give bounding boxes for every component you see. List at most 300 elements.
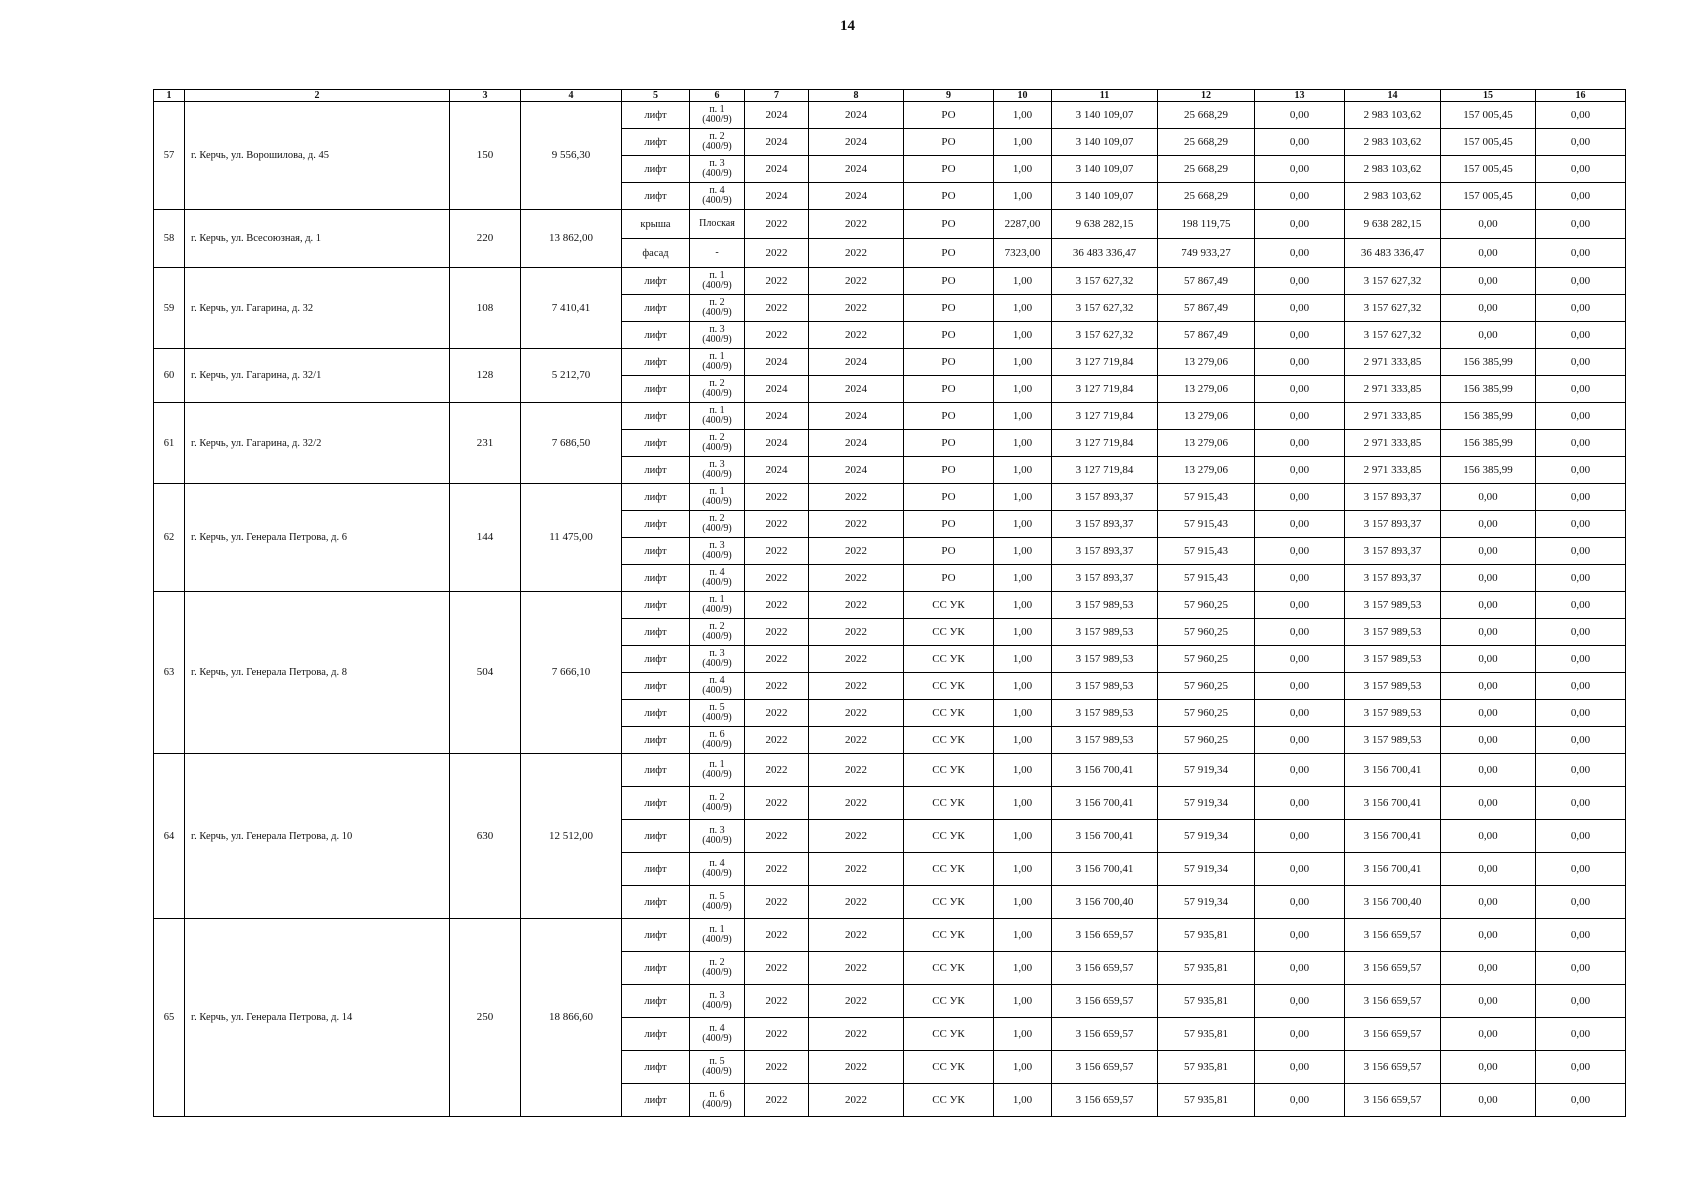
owner-funds: 157 005,45 (1441, 129, 1536, 156)
year-start: 2022 (745, 511, 809, 538)
lift-spec: (400/9) (702, 631, 732, 642)
lift-spec: (400/9) (702, 577, 732, 588)
entrance (690, 673, 745, 700)
work-type: лифт (622, 322, 690, 349)
year-end: 2022 (809, 952, 904, 985)
total-cost: 3 156 700,41 (1052, 853, 1158, 886)
work-type: лифт (622, 430, 690, 457)
entrance-number: п. 1 (709, 924, 725, 935)
quantity: 1,00 (994, 700, 1052, 727)
owner-funds: 0,00 (1441, 754, 1536, 787)
federal-funds: 0,00 (1255, 295, 1345, 322)
owner-funds: 0,00 (1441, 673, 1536, 700)
apartments-count: 504 (450, 592, 521, 754)
method: РО (904, 457, 994, 484)
owner-funds: 0,00 (1441, 1018, 1536, 1051)
cost-per-unit: 25 668,29 (1158, 183, 1255, 210)
other-funds: 0,00 (1536, 700, 1626, 727)
federal-funds: 0,00 (1255, 952, 1345, 985)
method: СС УК (904, 646, 994, 673)
other-funds: 0,00 (1536, 1084, 1626, 1117)
federal-funds: 0,00 (1255, 673, 1345, 700)
lift-spec: (400/9) (702, 141, 732, 152)
cost-per-unit: 57 935,81 (1158, 1051, 1255, 1084)
other-funds: 0,00 (1536, 484, 1626, 511)
federal-funds: 0,00 (1255, 484, 1345, 511)
owner-funds: 0,00 (1441, 592, 1536, 619)
method: СС УК (904, 952, 994, 985)
other-funds: 0,00 (1536, 210, 1626, 239)
table-row (154, 102, 1626, 129)
total-cost: 3 127 719,84 (1052, 349, 1158, 376)
apartments-count: 108 (450, 268, 521, 349)
building-area: 7 410,41 (521, 268, 622, 349)
work-type: лифт (622, 700, 690, 727)
cost-per-unit: 57 915,43 (1158, 511, 1255, 538)
year-end: 2022 (809, 619, 904, 646)
cost-per-unit: 57 960,25 (1158, 700, 1255, 727)
entrance (690, 295, 745, 322)
lift-spec: (400/9) (702, 712, 732, 723)
owner-funds: 0,00 (1441, 268, 1536, 295)
work-type: лифт (622, 376, 690, 403)
other-funds: 0,00 (1536, 538, 1626, 565)
year-start: 2024 (745, 156, 809, 183)
total-cost: 3 156 700,41 (1052, 754, 1158, 787)
table-row (154, 484, 1626, 511)
federal-funds: 0,00 (1255, 403, 1345, 430)
lift-spec: (400/9) (702, 415, 732, 426)
work-type: лифт (622, 820, 690, 853)
work-type: лифт (622, 1051, 690, 1084)
cost-per-unit: 57 919,34 (1158, 853, 1255, 886)
cost-per-unit: 13 279,06 (1158, 376, 1255, 403)
method: СС УК (904, 985, 994, 1018)
other-funds: 0,00 (1536, 295, 1626, 322)
building-number: 63 (154, 592, 185, 754)
year-start: 2024 (745, 349, 809, 376)
quantity: 1,00 (994, 1084, 1052, 1117)
lift-spec: (400/9) (702, 496, 732, 507)
method: РО (904, 565, 994, 592)
year-end: 2024 (809, 376, 904, 403)
column-number: 4 (521, 90, 622, 102)
entrance (690, 853, 745, 886)
method: СС УК (904, 619, 994, 646)
method: РО (904, 403, 994, 430)
total-cost: 9 638 282,15 (1052, 210, 1158, 239)
entrance (690, 727, 745, 754)
owner-funds: 156 385,99 (1441, 349, 1536, 376)
column-number: 15 (1441, 90, 1536, 102)
cost-per-unit: 25 668,29 (1158, 156, 1255, 183)
work-type: лифт (622, 268, 690, 295)
total-cost: 3 140 109,07 (1052, 102, 1158, 129)
year-start: 2022 (745, 239, 809, 268)
year-start: 2022 (745, 565, 809, 592)
work-type: лифт (622, 484, 690, 511)
method: СС УК (904, 1084, 994, 1117)
work-type: лифт (622, 457, 690, 484)
other-funds: 0,00 (1536, 183, 1626, 210)
year-end: 2022 (809, 322, 904, 349)
owner-funds: 0,00 (1441, 565, 1536, 592)
entrance-number: п. 2 (709, 131, 725, 142)
entrance-number: п. 2 (709, 297, 725, 308)
cost-per-unit: 749 933,27 (1158, 239, 1255, 268)
entrance-number: п. 6 (709, 1089, 725, 1100)
column-number: 14 (1345, 90, 1441, 102)
cost-per-unit: 57 960,25 (1158, 619, 1255, 646)
quantity: 1,00 (994, 484, 1052, 511)
quantity: 1,00 (994, 853, 1052, 886)
federal-funds: 0,00 (1255, 985, 1345, 1018)
total-cost: 3 156 700,41 (1052, 820, 1158, 853)
year-end: 2022 (809, 853, 904, 886)
regional-funds: 2 971 333,85 (1345, 403, 1441, 430)
other-funds: 0,00 (1536, 787, 1626, 820)
entrance-number: п. 5 (709, 891, 725, 902)
total-cost: 3 156 700,41 (1052, 787, 1158, 820)
quantity: 1,00 (994, 646, 1052, 673)
year-end: 2022 (809, 295, 904, 322)
federal-funds: 0,00 (1255, 565, 1345, 592)
building-address: г. Керчь, ул. Гагарина, д. 32/2 (185, 403, 450, 484)
year-end: 2022 (809, 538, 904, 565)
owner-funds: 0,00 (1441, 853, 1536, 886)
federal-funds: 0,00 (1255, 129, 1345, 156)
column-number: 12 (1158, 90, 1255, 102)
entrance-number: п. 6 (709, 729, 725, 740)
cost-per-unit: 13 279,06 (1158, 430, 1255, 457)
entrance (690, 820, 745, 853)
method: РО (904, 322, 994, 349)
quantity: 1,00 (994, 1051, 1052, 1084)
federal-funds: 0,00 (1255, 102, 1345, 129)
year-end: 2024 (809, 156, 904, 183)
year-start: 2022 (745, 952, 809, 985)
lift-spec: (400/9) (702, 658, 732, 669)
regional-funds: 3 156 700,40 (1345, 886, 1441, 919)
regional-funds: 3 157 989,53 (1345, 727, 1441, 754)
total-cost: 3 156 659,57 (1052, 919, 1158, 952)
entrance-number: п. 3 (709, 459, 725, 470)
quantity: 1,00 (994, 919, 1052, 952)
other-funds: 0,00 (1536, 322, 1626, 349)
entrance (690, 349, 745, 376)
quantity: 1,00 (994, 183, 1052, 210)
regional-funds: 3 157 893,37 (1345, 538, 1441, 565)
entrance (690, 511, 745, 538)
entrance (690, 886, 745, 919)
entrance-number: п. 2 (709, 957, 725, 968)
quantity: 1,00 (994, 129, 1052, 156)
owner-funds: 0,00 (1441, 484, 1536, 511)
regional-funds: 3 156 700,41 (1345, 820, 1441, 853)
year-start: 2022 (745, 787, 809, 820)
apartments-count: 128 (450, 349, 521, 403)
work-type: лифт (622, 102, 690, 129)
method: СС УК (904, 919, 994, 952)
other-funds: 0,00 (1536, 985, 1626, 1018)
federal-funds: 0,00 (1255, 268, 1345, 295)
owner-funds: 0,00 (1441, 727, 1536, 754)
work-type: лифт (622, 952, 690, 985)
owner-funds: 0,00 (1441, 886, 1536, 919)
entrance (690, 102, 745, 129)
year-end: 2022 (809, 239, 904, 268)
quantity: 1,00 (994, 538, 1052, 565)
regional-funds: 2 971 333,85 (1345, 349, 1441, 376)
work-type: лифт (622, 853, 690, 886)
entrance-number: п. 3 (709, 990, 725, 1001)
entrance-number: п. 2 (709, 432, 725, 443)
federal-funds: 0,00 (1255, 156, 1345, 183)
entrance-number: п. 2 (709, 378, 725, 389)
lift-spec: (400/9) (702, 361, 732, 372)
year-end: 2022 (809, 727, 904, 754)
entrance-number: п. 3 (709, 540, 725, 551)
building-area: 9 556,30 (521, 102, 622, 210)
year-end: 2022 (809, 1084, 904, 1117)
lift-spec: (400/9) (702, 769, 732, 780)
table-row (154, 592, 1626, 619)
year-start: 2022 (745, 673, 809, 700)
cost-per-unit: 13 279,06 (1158, 349, 1255, 376)
entrance-number: п. 1 (709, 104, 725, 115)
capital-repair-table (153, 89, 1626, 1117)
quantity: 1,00 (994, 787, 1052, 820)
work-type: лифт (622, 1084, 690, 1117)
entrance (690, 754, 745, 787)
work-type: лифт (622, 886, 690, 919)
cost-per-unit: 57 935,81 (1158, 1084, 1255, 1117)
lift-spec: (400/9) (702, 1099, 732, 1110)
entrance (690, 952, 745, 985)
quantity: 1,00 (994, 673, 1052, 700)
entrance (690, 239, 745, 268)
quantity: 1,00 (994, 457, 1052, 484)
entrance (690, 619, 745, 646)
method: СС УК (904, 727, 994, 754)
method: СС УК (904, 1051, 994, 1084)
entrance (690, 592, 745, 619)
owner-funds: 0,00 (1441, 619, 1536, 646)
regional-funds: 3 156 659,57 (1345, 952, 1441, 985)
total-cost: 3 140 109,07 (1052, 183, 1158, 210)
entrance-number: Плоская (699, 218, 735, 229)
federal-funds: 0,00 (1255, 538, 1345, 565)
owner-funds: 0,00 (1441, 646, 1536, 673)
cost-per-unit: 57 960,25 (1158, 646, 1255, 673)
federal-funds: 0,00 (1255, 511, 1345, 538)
quantity: 7323,00 (994, 239, 1052, 268)
total-cost: 3 140 109,07 (1052, 156, 1158, 183)
page-number: 14 (840, 18, 855, 34)
federal-funds: 0,00 (1255, 239, 1345, 268)
federal-funds: 0,00 (1255, 700, 1345, 727)
total-cost: 3 157 989,53 (1052, 673, 1158, 700)
year-end: 2022 (809, 1051, 904, 1084)
total-cost: 3 157 893,37 (1052, 484, 1158, 511)
column-number: 9 (904, 90, 994, 102)
federal-funds: 0,00 (1255, 1084, 1345, 1117)
regional-funds: 3 157 893,37 (1345, 511, 1441, 538)
year-start: 2022 (745, 1018, 809, 1051)
work-type: лифт (622, 565, 690, 592)
regional-funds: 3 157 989,53 (1345, 592, 1441, 619)
entrance-number: п. 4 (709, 185, 725, 196)
year-start: 2022 (745, 1051, 809, 1084)
quantity: 1,00 (994, 376, 1052, 403)
regional-funds: 2 983 103,62 (1345, 183, 1441, 210)
method: РО (904, 349, 994, 376)
total-cost: 3 157 627,32 (1052, 322, 1158, 349)
entrance-number: п. 1 (709, 351, 725, 362)
regional-funds: 3 157 989,53 (1345, 700, 1441, 727)
total-cost: 3 127 719,84 (1052, 376, 1158, 403)
regional-funds: 3 157 627,32 (1345, 322, 1441, 349)
entrance (690, 484, 745, 511)
other-funds: 0,00 (1536, 619, 1626, 646)
year-end: 2022 (809, 484, 904, 511)
entrance-number: п. 3 (709, 825, 725, 836)
apartments-count: 220 (450, 210, 521, 268)
year-end: 2022 (809, 1018, 904, 1051)
building-address: г. Керчь, ул. Генерала Петрова, д. 14 (185, 919, 450, 1117)
quantity: 1,00 (994, 1018, 1052, 1051)
entrance (690, 403, 745, 430)
apartments-count: 250 (450, 919, 521, 1117)
other-funds: 0,00 (1536, 1018, 1626, 1051)
year-end: 2024 (809, 349, 904, 376)
entrance (690, 1051, 745, 1084)
other-funds: 0,00 (1536, 102, 1626, 129)
method: СС УК (904, 673, 994, 700)
method: РО (904, 183, 994, 210)
work-type: лифт (622, 511, 690, 538)
entrance (690, 700, 745, 727)
year-start: 2024 (745, 457, 809, 484)
lift-spec: (400/9) (702, 550, 732, 561)
entrance-number: п. 4 (709, 675, 725, 686)
total-cost: 3 157 989,53 (1052, 700, 1158, 727)
entrance (690, 322, 745, 349)
quantity: 1,00 (994, 565, 1052, 592)
regional-funds: 3 157 627,32 (1345, 295, 1441, 322)
entrance (690, 646, 745, 673)
year-start: 2022 (745, 592, 809, 619)
method: СС УК (904, 853, 994, 886)
owner-funds: 156 385,99 (1441, 403, 1536, 430)
year-start: 2022 (745, 619, 809, 646)
year-end: 2022 (809, 646, 904, 673)
entrance-number: п. 3 (709, 648, 725, 659)
cost-per-unit: 57 867,49 (1158, 295, 1255, 322)
owner-funds: 0,00 (1441, 538, 1536, 565)
federal-funds: 0,00 (1255, 853, 1345, 886)
year-start: 2022 (745, 295, 809, 322)
federal-funds: 0,00 (1255, 727, 1345, 754)
federal-funds: 0,00 (1255, 349, 1345, 376)
total-cost: 3 156 659,57 (1052, 1018, 1158, 1051)
year-start: 2022 (745, 538, 809, 565)
column-number: 6 (690, 90, 745, 102)
cost-per-unit: 13 279,06 (1158, 403, 1255, 430)
other-funds: 0,00 (1536, 239, 1626, 268)
year-end: 2022 (809, 700, 904, 727)
year-end: 2024 (809, 457, 904, 484)
method: РО (904, 239, 994, 268)
regional-funds: 2 983 103,62 (1345, 129, 1441, 156)
method: СС УК (904, 886, 994, 919)
lift-spec: (400/9) (702, 1033, 732, 1044)
method: РО (904, 511, 994, 538)
cost-per-unit: 57 935,81 (1158, 985, 1255, 1018)
method: РО (904, 376, 994, 403)
federal-funds: 0,00 (1255, 886, 1345, 919)
year-end: 2022 (809, 919, 904, 952)
owner-funds: 157 005,45 (1441, 156, 1536, 183)
year-end: 2022 (809, 754, 904, 787)
work-type: лифт (622, 787, 690, 820)
year-end: 2022 (809, 886, 904, 919)
building-area: 18 866,60 (521, 919, 622, 1117)
table-row (154, 754, 1626, 787)
entrance-number: п. 1 (709, 270, 725, 281)
other-funds: 0,00 (1536, 457, 1626, 484)
entrance-number: п. 1 (709, 759, 725, 770)
other-funds: 0,00 (1536, 1051, 1626, 1084)
other-funds: 0,00 (1536, 592, 1626, 619)
entrance-number: п. 5 (709, 702, 725, 713)
method: СС УК (904, 700, 994, 727)
building-area: 7 686,50 (521, 403, 622, 484)
regional-funds: 2 971 333,85 (1345, 430, 1441, 457)
regional-funds: 3 156 659,57 (1345, 985, 1441, 1018)
lift-spec: (400/9) (702, 307, 732, 318)
column-number: 8 (809, 90, 904, 102)
method: РО (904, 538, 994, 565)
building-number: 64 (154, 754, 185, 919)
work-type: лифт (622, 156, 690, 183)
building-number: 61 (154, 403, 185, 484)
lift-spec: (400/9) (702, 835, 732, 846)
year-start: 2022 (745, 646, 809, 673)
method: СС УК (904, 820, 994, 853)
lift-spec: (400/9) (702, 280, 732, 291)
other-funds: 0,00 (1536, 376, 1626, 403)
total-cost: 3 157 627,32 (1052, 295, 1158, 322)
total-cost: 3 140 109,07 (1052, 129, 1158, 156)
column-number: 1 (154, 90, 185, 102)
cost-per-unit: 57 960,25 (1158, 673, 1255, 700)
work-type: крыша (622, 210, 690, 239)
lift-spec: (400/9) (702, 1000, 732, 1011)
column-number-row (154, 90, 1626, 102)
regional-funds: 3 157 989,53 (1345, 619, 1441, 646)
method: РО (904, 484, 994, 511)
lift-spec: (400/9) (702, 604, 732, 615)
year-start: 2024 (745, 376, 809, 403)
regional-funds: 3 156 700,41 (1345, 787, 1441, 820)
cost-per-unit: 57 867,49 (1158, 268, 1255, 295)
column-number: 16 (1536, 90, 1626, 102)
work-type: лифт (622, 919, 690, 952)
quantity: 1,00 (994, 430, 1052, 457)
lift-spec: (400/9) (702, 469, 732, 480)
table-body (154, 102, 1626, 1117)
